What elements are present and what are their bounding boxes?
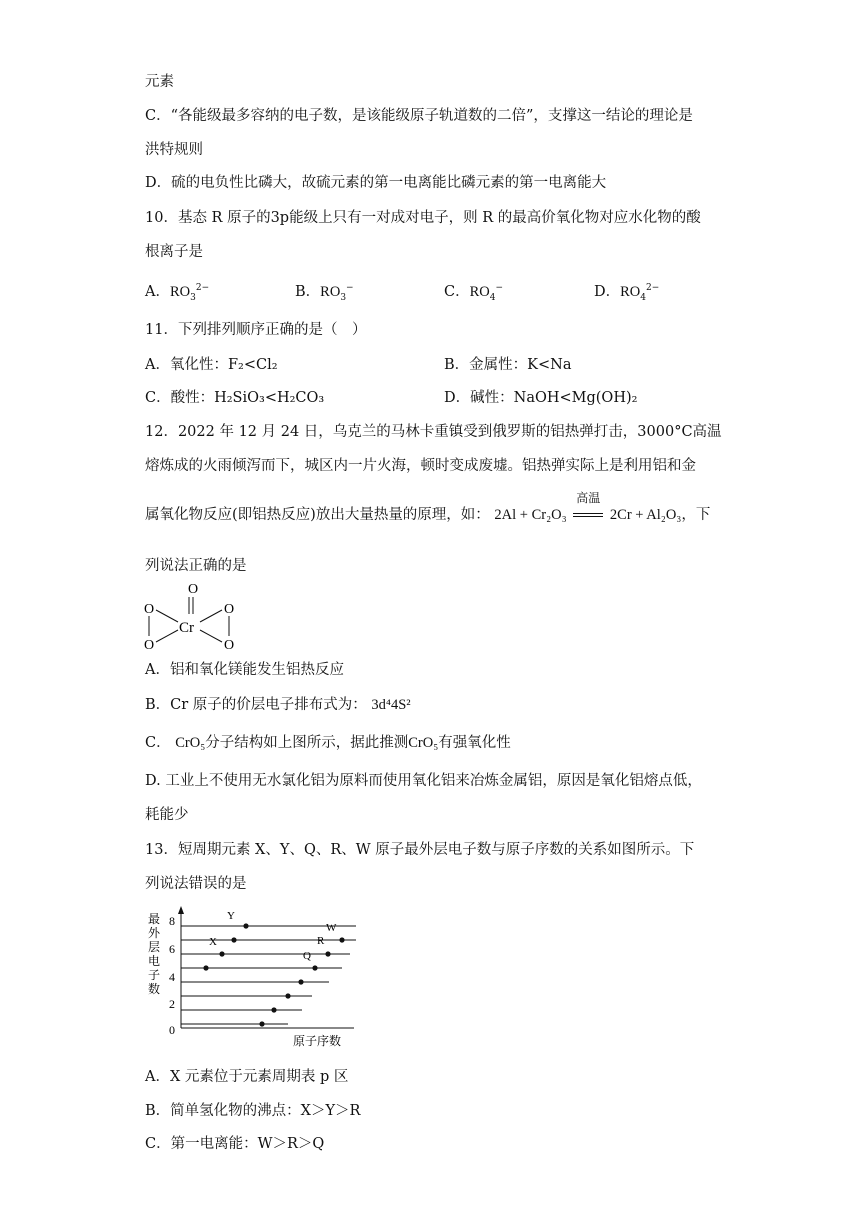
data-point <box>271 1007 276 1012</box>
data-point <box>298 979 303 984</box>
data-point <box>231 937 236 942</box>
ylabel-char: 子 <box>148 968 161 982</box>
option-c-line1: C．“各能级最多容纳的电子数，是该能级原子轨道数的二倍”，支撑这一结论的理论是 <box>145 108 693 124</box>
struct-o-downright: O <box>224 638 235 653</box>
q13-option-c: C．第一电离能：W＞R＞Q <box>145 1136 325 1152</box>
equation-left: 2Al + Cr₂O₃ <box>494 507 567 523</box>
ylabel-char: 数 <box>148 982 161 996</box>
q11-option-a: A．氧化性：F₂<Cl₂ <box>145 357 278 373</box>
q12-option-d-line2: 耗能少 <box>145 807 189 823</box>
option-c-line2: 洪特规则 <box>145 142 203 158</box>
ylabel-char: 电 <box>148 954 161 968</box>
cro5-structure <box>140 578 240 654</box>
ylabel-char: 层 <box>148 940 161 954</box>
label-w: W <box>326 922 337 934</box>
struct-cr: Cr <box>179 620 194 636</box>
label-y: Y <box>227 910 235 922</box>
question-12-line3: 属氧化物反应(即铝热反应)放出大量热量的原理，如： 2Al + Cr₂O₃ 高温 2Cr + Al₂O₃，下 <box>145 491 711 523</box>
question-12-line2: 熔炼成的火雨倾泻而下，城区内一片火海，顿时变成废墟。铝热弹实际上是利用铝和金 <box>145 458 696 474</box>
q10-option-c: C．$RO_4^-$ <box>444 283 504 303</box>
question-13-line1: 13．短周期元素 X、Y、Q、R、W 原子最外层电子数与原子序数的关系如图所示。下 <box>145 842 695 858</box>
struct-o-top: O <box>188 582 199 597</box>
question-10-line2: 根离子是 <box>145 244 203 260</box>
label-q: Q <box>303 950 311 962</box>
y-axis-label <box>148 912 161 996</box>
q11-option-c: C．酸性：H₂SiO₃<H₂CO₃ <box>145 390 325 406</box>
data-point <box>312 965 317 970</box>
y-tick: 6 <box>169 942 175 956</box>
y-tick: 0 <box>169 1023 175 1037</box>
data-point <box>285 993 290 998</box>
struct-o-upleft: O <box>144 602 155 617</box>
data-point <box>219 951 224 956</box>
q10-option-d: D．$RO_4^{2-}$ <box>594 283 660 303</box>
q13-option-b: B．简单氢化物的沸点：X＞Y＞R <box>145 1103 361 1119</box>
ylabel-char: 外 <box>148 926 161 940</box>
data-point <box>325 951 330 956</box>
q13-option-a: A．X 元素位于元素周期表 p 区 <box>145 1069 349 1085</box>
struct-o-upright: O <box>224 602 235 617</box>
q12-option-b: B．Cr 原子的价层电子排布式为： 3d⁴4S² <box>145 697 411 713</box>
question-10-line1: 10．基态 R 原子的3p能级上只有一对成对电子，则 R 的最高价氧化物对应水化物的酸 <box>145 210 701 226</box>
y-tick: 2 <box>169 997 175 1011</box>
ylabel-char: 最 <box>148 912 161 926</box>
label-x: X <box>209 936 217 948</box>
q12-option-a: A．铝和氧化镁能发生铝热反应 <box>145 662 344 678</box>
equation-right: 2Cr + Al₂O₃ <box>609 507 682 523</box>
data-point <box>243 923 248 928</box>
q11-option-d: D．碱性：NaOH<Mg(OH)₂ <box>444 390 638 406</box>
equation-arrow: 高温 <box>571 505 605 525</box>
question-12-line4: 列说法正确的是 <box>145 558 247 574</box>
y-tick: 4 <box>169 970 175 984</box>
y-tick: 8 <box>169 914 175 928</box>
electron-chart <box>140 903 380 1053</box>
q10-option-a: A．$RO_3^{2-}$ <box>145 283 210 303</box>
option-d: D．硫的电负性比磷大，故硫元素的第一电离能比磷元素的第一电离能大 <box>145 175 607 191</box>
q12-option-d-line1: D. 工业上不使用无水氯化铝为原料而使用氧化铝来冶炼金属铝，原因是氧化铝熔点低， <box>145 773 702 789</box>
data-point <box>203 965 208 970</box>
data-point <box>339 937 344 942</box>
question-11: 11．下列排列顺序正确的是（ ） <box>145 322 367 338</box>
q11-option-b: B．金属性：K<Na <box>444 357 572 373</box>
data-point <box>259 1021 264 1026</box>
struct-o-downleft: O <box>144 638 155 653</box>
question-12-line1: 12．2022 年 12 月 24 日，乌克兰的马林卡重镇受到俄罗斯的铝热弹打击，3000°C高温 <box>145 424 722 440</box>
q10-option-b: B．$RO_3^-$ <box>295 283 354 303</box>
q12-option-c: C． CrO₅分子结构如上图所示，据此推测CrO₅有强氧化性 <box>145 735 511 751</box>
label-r: R <box>317 935 325 947</box>
y-axis-arrow <box>178 906 184 914</box>
x-axis-label: 原子序数 <box>293 1034 342 1048</box>
text-line: 元素 <box>145 74 174 90</box>
question-13-line2: 列说法错误的是 <box>145 876 247 892</box>
